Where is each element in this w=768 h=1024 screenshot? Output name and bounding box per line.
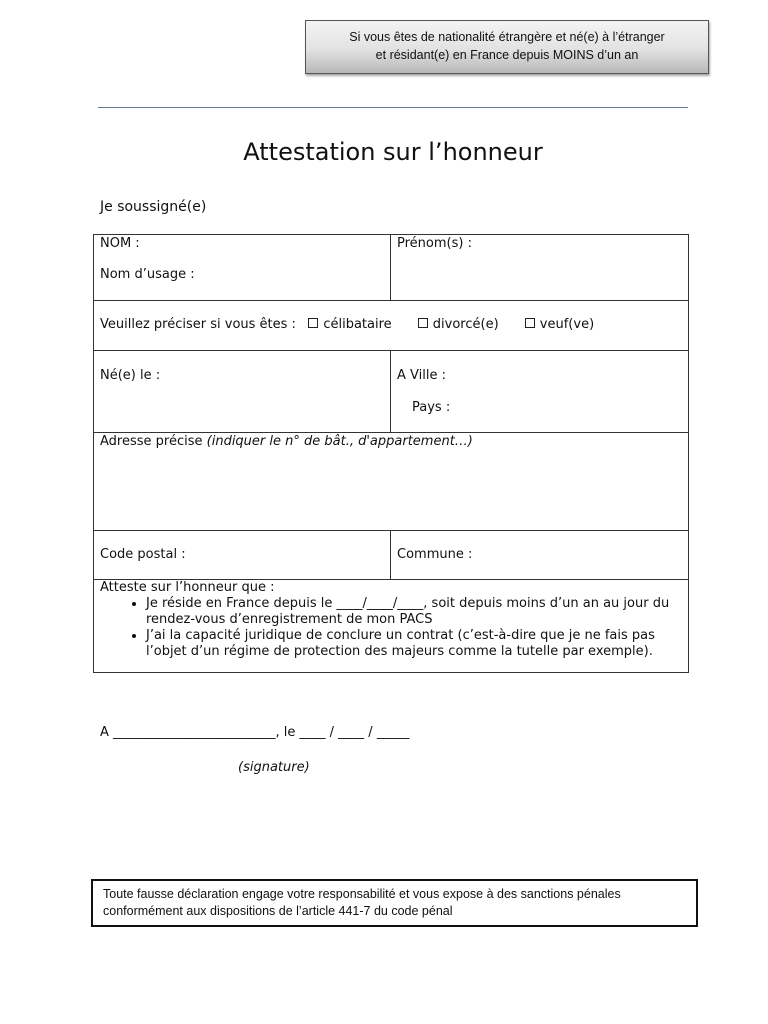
- option-veuf-label: veuf(ve): [539, 317, 595, 332]
- warning-line-1: Toute fausse déclaration engage votre responsabilité et vous expose à des sanctions pénales: [103, 887, 621, 901]
- option-divorce[interactable]: [418, 317, 499, 332]
- prenom-label: Prénom(s) :: [397, 236, 472, 251]
- option-celibataire[interactable]: [308, 317, 391, 332]
- checkbox-icon[interactable]: [418, 318, 428, 328]
- birthplace-cell[interactable]: [391, 351, 689, 433]
- notice-line-2: et résidant(e) en France depuis MOINS d’un an: [375, 48, 639, 62]
- signature-label: (signature): [238, 760, 310, 775]
- option-veuf[interactable]: [525, 317, 594, 332]
- address-label: Adresse précise: [100, 434, 203, 449]
- option-celibataire-label: célibataire: [323, 317, 392, 332]
- checkbox-icon[interactable]: [308, 318, 318, 328]
- page-title: Attestation sur l’honneur: [243, 138, 543, 166]
- address-hint: (indiquer le n° de bât., d'appartement…): [206, 434, 473, 449]
- attestation-list: [100, 596, 682, 660]
- header-divider: [98, 107, 688, 108]
- attestation-form-table: [93, 234, 689, 673]
- place-date-line[interactable]: A _________________________, le ____ / ____ / _____: [100, 725, 410, 740]
- nationality-notice-box: [305, 20, 709, 74]
- legal-warning-box: [91, 879, 698, 927]
- notice-line-1: Si vous êtes de nationalité étrangère et né(e) à l’étranger: [349, 30, 665, 44]
- address-cell[interactable]: [94, 433, 689, 531]
- name-cell[interactable]: [94, 235, 391, 301]
- attestation-item-capacity: • J’ai la capacité juridique de conclure un contrat (c’est-à-dire que je ne fais pas l’objet d’un régime de protection des majeurs comme la tutelle par exemple).: [146, 628, 682, 660]
- postal-code-cell[interactable]: [94, 531, 391, 580]
- pays-label: Pays :: [412, 400, 451, 415]
- checkbox-icon[interactable]: [525, 318, 535, 328]
- nom-usage-label: Nom d’usage :: [100, 267, 195, 282]
- birthdate-cell[interactable]: [94, 351, 391, 433]
- status-prompt: Veuillez préciser si vous êtes :: [100, 317, 296, 332]
- intro-text: Je soussigné(e): [100, 199, 207, 215]
- option-divorce-label: divorcé(e): [432, 317, 499, 332]
- commune-cell[interactable]: [391, 531, 689, 580]
- nom-label: NOM :: [100, 236, 140, 251]
- birthdate-label: Né(e) le :: [100, 368, 161, 383]
- prenom-cell[interactable]: [391, 235, 689, 301]
- marital-status-cell: [94, 301, 689, 351]
- attestation-heading: Atteste sur l’honneur que :: [100, 580, 275, 595]
- commune-label: Commune :: [397, 547, 473, 562]
- attestation-item-residence: • Je réside en France depuis le ____/____/____, soit depuis moins d’un an au jour du rendez-vous d’enregistrement de mon PACS: [146, 596, 682, 628]
- warning-line-2: conformément aux dispositions de l’article 441-7 du code pénal: [103, 904, 453, 918]
- ville-label: A Ville :: [397, 368, 446, 383]
- attestation-cell: [94, 580, 689, 673]
- postal-code-label: Code postal :: [100, 547, 186, 562]
